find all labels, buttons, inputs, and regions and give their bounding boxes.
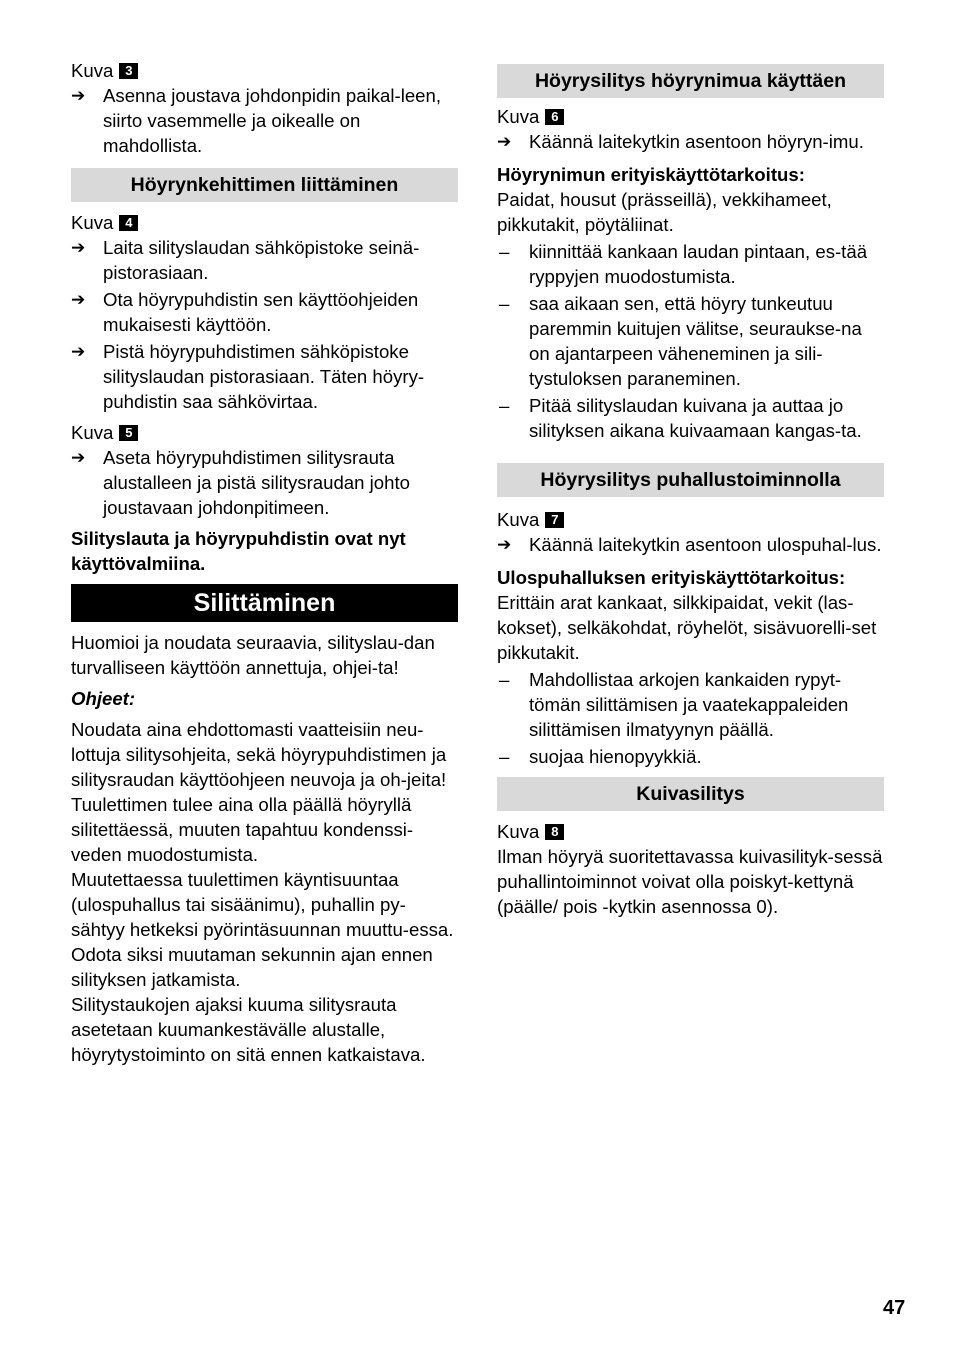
arrow-icon: ➔	[71, 290, 86, 309]
arrow-icon: ➔	[497, 132, 512, 151]
arrow-icon: ➔	[71, 86, 86, 105]
dash-bullet: –	[499, 241, 510, 262]
notes-paragraph: Noudata aina ehdottomasti vaatteisiin neu-lottuja silitysohjeita, sekä höyrypuhdistimen ja silitysraudan käyttöohjeen neuvoja ja oh-jeita!	[71, 719, 447, 790]
figure-ref-6: Kuva 6	[497, 104, 884, 129]
instruction-step: ➔ Pistä höyrypuhdistimen sähköpistoke silityslaudan pistorasiaan. Täten höyry-puhdistin saa sähkövirtaa.	[71, 341, 425, 412]
notes-paragraph: Muutettaessa tuulettimen käyntisuuntaa (ulospuhallus tai sisäänimu), puhallin py-sähtyy hetkeksi pyörintäsuunnan muuttu-essa. Odota siksi muutaman sekunnin ajan ennen silityksen jatkamista.	[71, 869, 454, 990]
dash-bullet: –	[499, 746, 510, 767]
instruction-step: ➔ Käännä laitekytkin asentoon ulospuhal-lus.	[497, 534, 882, 555]
figure-number-badge: 4	[119, 215, 138, 231]
figure-number-badge: 7	[545, 512, 564, 528]
dash-item: – suojaa hienopyykkiä.	[499, 746, 702, 767]
use-text: Erittäin arat kankaat, silkkipaidat, vekit (las-kokset), selkäkohdat, röyhelöt, sisävuorelli-set pikkutakit.	[497, 592, 877, 663]
instruction-step: ➔ Aseta höyrypuhdistimen silitysrauta alustalleen ja pistä silitysraudan johto joustavaan johdonpitimeen.	[71, 447, 410, 518]
instruction-step: ➔ Asenna joustava johdonpidin paikal-leen, siirto vasemmelle ja oikealle on mahdollista.	[71, 85, 442, 156]
dash-item: – Mahdollistaa arkojen kankaiden rypyt-tömän silittämisen ja vaatekappaleiden silittämisen ilmatyynyn päällä.	[499, 669, 849, 740]
instruction-step: ➔ Ota höyrypuhdistin sen käyttöohjeiden mukaisesti käyttöön.	[71, 289, 419, 335]
section-heading-steam-suction: Höyrysilitys höyrynimua käyttäen	[497, 64, 884, 98]
section-heading-connect: Höyrynkehittimen liittäminen	[71, 168, 458, 202]
figure-ref-4: Kuva 4	[71, 210, 458, 235]
arrow-icon: ➔	[71, 238, 86, 257]
notes-heading: Ohjeet:	[71, 688, 136, 709]
figure-number-badge: 5	[119, 425, 138, 441]
chapter-heading: Silittäminen	[71, 584, 458, 622]
arrow-icon: ➔	[497, 535, 512, 554]
arrow-icon: ➔	[71, 342, 86, 361]
notes-paragraph: Tuulettimen tulee aina olla päällä höyryllä silitettäessä, muuten tapahtuu kondenssi-veden muodostumista.	[71, 794, 414, 865]
dash-item: – kiinnittää kankaan laudan pintaan, es-tää ryppyjen muodostumista.	[499, 241, 868, 287]
use-text: Paidat, housut (prässeillä), vekkihameet, pikkutakit, pöytäliinat.	[497, 189, 832, 235]
instruction-step: ➔ Laita silityslaudan sähköpistoke seinä-pistorasiaan.	[71, 237, 420, 283]
use-title: Ulospuhalluksen erityiskäyttötarkoitus:	[497, 567, 846, 588]
ready-note: Silityslauta ja höyrypuhdistin ovat nyt käyttövalmiina.	[71, 528, 406, 574]
page-number: 47	[883, 1297, 906, 1319]
figure-number-badge: 8	[545, 824, 564, 840]
dash-bullet: –	[499, 395, 510, 416]
figure-ref-7: Kuva 7	[497, 507, 884, 532]
use-title: Höyrynimun erityiskäyttötarkoitus:	[497, 164, 805, 185]
dash-bullet: –	[499, 669, 510, 690]
instruction-step: ➔ Käännä laitekytkin asentoon höyryn-imu.	[497, 131, 864, 152]
dash-item: – Pitää silityslaudan kuivana ja auttaa jo silityksen aikana kuivaamaan kangas-ta.	[499, 395, 862, 441]
section-heading-dry-ironing: Kuivasilitys	[497, 777, 884, 811]
figure-number-badge: 3	[119, 63, 138, 79]
notes-paragraph: Silitystaukojen ajaksi kuuma silitysrauta asetetaan kuumankestävälle alustalle, höyrytystoiminto on sitä ennen katkaistava.	[71, 994, 426, 1065]
dash-bullet: –	[499, 293, 510, 314]
figure-ref-3: Kuva 3	[71, 58, 458, 83]
dry-ironing-paragraph: Ilman höyryä suoritettavassa kuivasilityk-sessä puhallintoiminnot voivat olla poiskyt-kettynä (päälle/ pois -kytkin asennossa 0).	[497, 846, 883, 917]
section-heading-blowing: Höyrysilitys puhallustoiminnolla	[497, 463, 884, 497]
intro-paragraph: Huomioi ja noudata seuraavia, silityslau-dan turvalliseen käyttöön annettuja, ohjei-ta!	[71, 632, 435, 678]
left-column	[71, 58, 458, 1067]
figure-ref-8: Kuva 8	[497, 819, 884, 844]
arrow-icon: ➔	[71, 448, 86, 467]
right-column	[497, 64, 884, 919]
dash-item: – saa aikaan sen, että höyry tunkeutuu paremmin kuitujen välitse, seuraukse-na on ajantarpeen väheneminen ja sili-tystuloksen paraneminen.	[499, 293, 862, 389]
figure-number-badge: 6	[545, 109, 564, 125]
figure-ref-5: Kuva 5	[71, 420, 458, 445]
